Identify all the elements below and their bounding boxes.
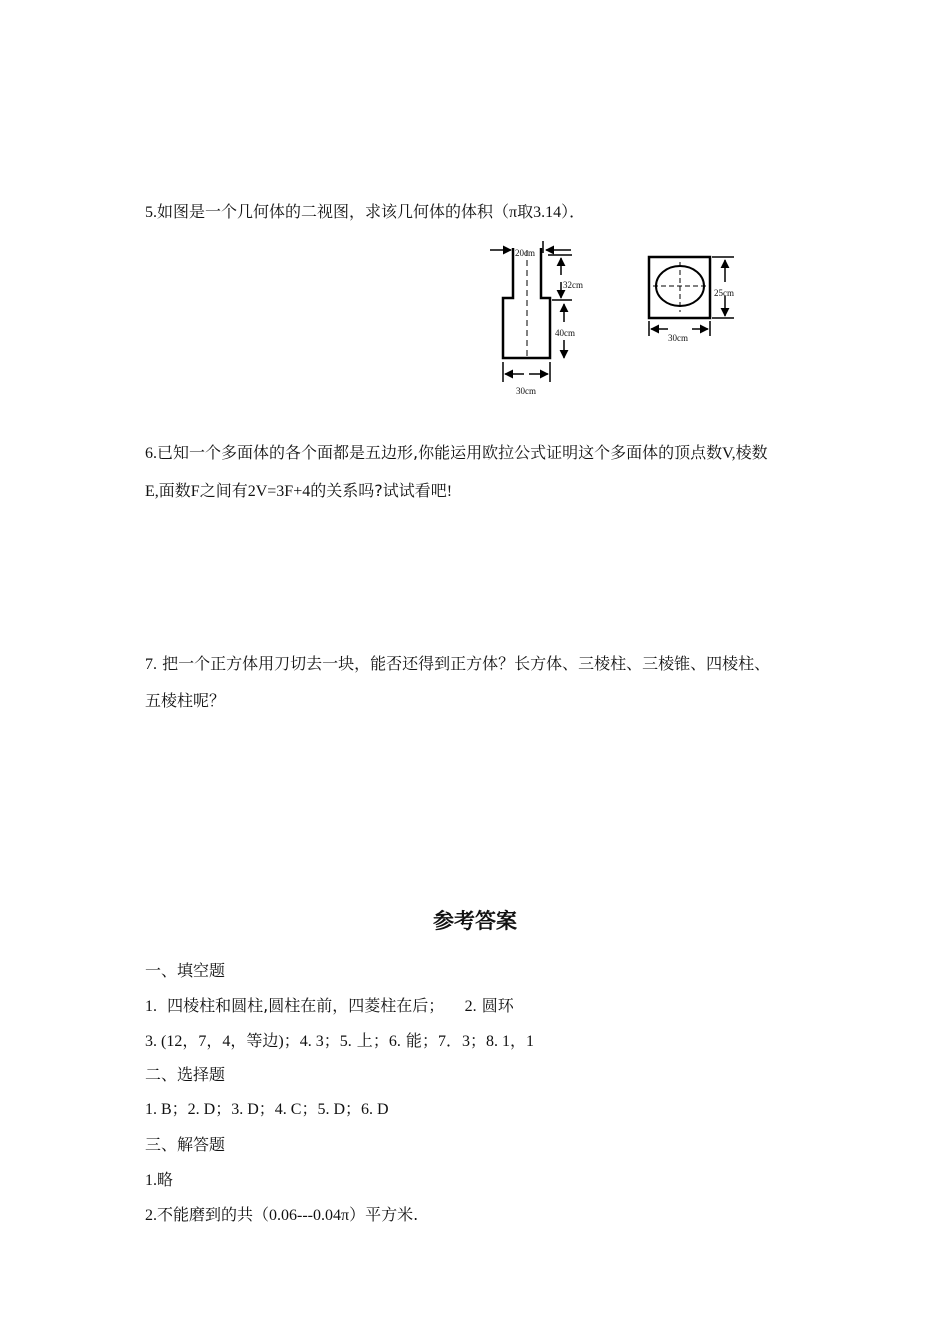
a3-part-g: ；7．3；8. 1，1 [421,1033,534,1050]
q6-var-f: F [190,483,200,500]
a3-part-e: ；6. [372,1033,401,1050]
choice-answers: 1. B；2. D；3. D；4. C；5. D；6. D [145,1101,389,1118]
q6-text-5: 的关系吗?试试看吧 [310,481,447,500]
a1-text: 四棱柱和圆柱,圆柱在前，四菱柱在后； [167,996,445,1015]
label-bottom-width: 30cm [516,386,536,396]
a3-part-c: )；4. 3；5. [278,1033,352,1050]
q6-var-v: V, [722,445,736,462]
a1-number: 1. [145,998,157,1015]
a2-number: 2. [464,998,477,1015]
a3-part-b: 等边 [246,1031,279,1050]
q6-var-e: E, [145,483,159,500]
question-7-line-2 [145,691,225,711]
q6-text-4: 之间有 [199,481,248,500]
section-choice-title: 二、选择题 [145,1065,226,1084]
dim-bottom-width [503,362,550,382]
q5-text: 如图是一个几何体的二视图，求该几何体的体积（ [157,202,510,221]
answers-title: 参考答案 [433,909,517,933]
q6-text-2: 棱数 [735,443,768,462]
s2-text-a: 不能磨到的共（ [157,1205,270,1224]
q5-number: 5. [145,204,157,221]
s1-text: 略 [157,1170,174,1189]
s1-number: 1. [145,1172,157,1189]
q6-text-1: 已知一个多面体的各个面都是五边形,你能运用欧拉公式证明这个多面体的顶点数 [157,443,723,462]
dim-upper-height [548,255,572,298]
q7-text-1: 把一个正方体用刀切去一块，能否还得到正方体？长方体、三棱柱、三棱锥、四棱柱、 [162,654,771,673]
answer-row-2 [145,1031,534,1052]
a3-part-d: 上 [356,1031,373,1050]
section-fill-in-title: 一、填空题 [145,961,226,980]
a2-text: 圆环 [481,996,514,1015]
q5-pi-value: 3.14 [533,204,562,221]
q7-text-2: 五棱柱呢？ [145,691,226,710]
label-top-width: 20cm [515,248,535,258]
question-6-line-1 [145,443,768,464]
q6-text-3: 面数 [158,481,191,500]
a3-part-f: 能 [405,1031,422,1050]
s2-expression: 0.06---0.04π [269,1207,350,1224]
q6-exclamation: ! [446,483,453,500]
solution-2 [145,1205,418,1226]
q7-number: 7. [145,656,157,673]
solution-1 [145,1170,173,1191]
label-side-width: 30cm [668,333,688,343]
q5-text-take: 取 [517,202,534,221]
question-7-line-1 [145,654,770,675]
question-6-line-2 [145,481,452,502]
label-upper-height: 32cm [563,280,583,290]
q6-formula: 2V=3F+4 [247,483,311,500]
side-view [649,257,710,318]
label-side-height: 25cm [714,288,734,298]
answer-row-1 [145,996,514,1017]
a3-part-a: 3. (12，7，4， [145,1033,247,1050]
label-lower-height: 40cm [555,328,575,338]
q6-number: 6. [145,445,157,462]
section-solution-title: 三、解答题 [145,1135,226,1154]
s2-number: 2. [145,1207,157,1224]
q5-pi: π [509,204,518,221]
q5-text-end: ）． [561,202,586,221]
s2-text-c: ）平方米. [349,1205,419,1224]
